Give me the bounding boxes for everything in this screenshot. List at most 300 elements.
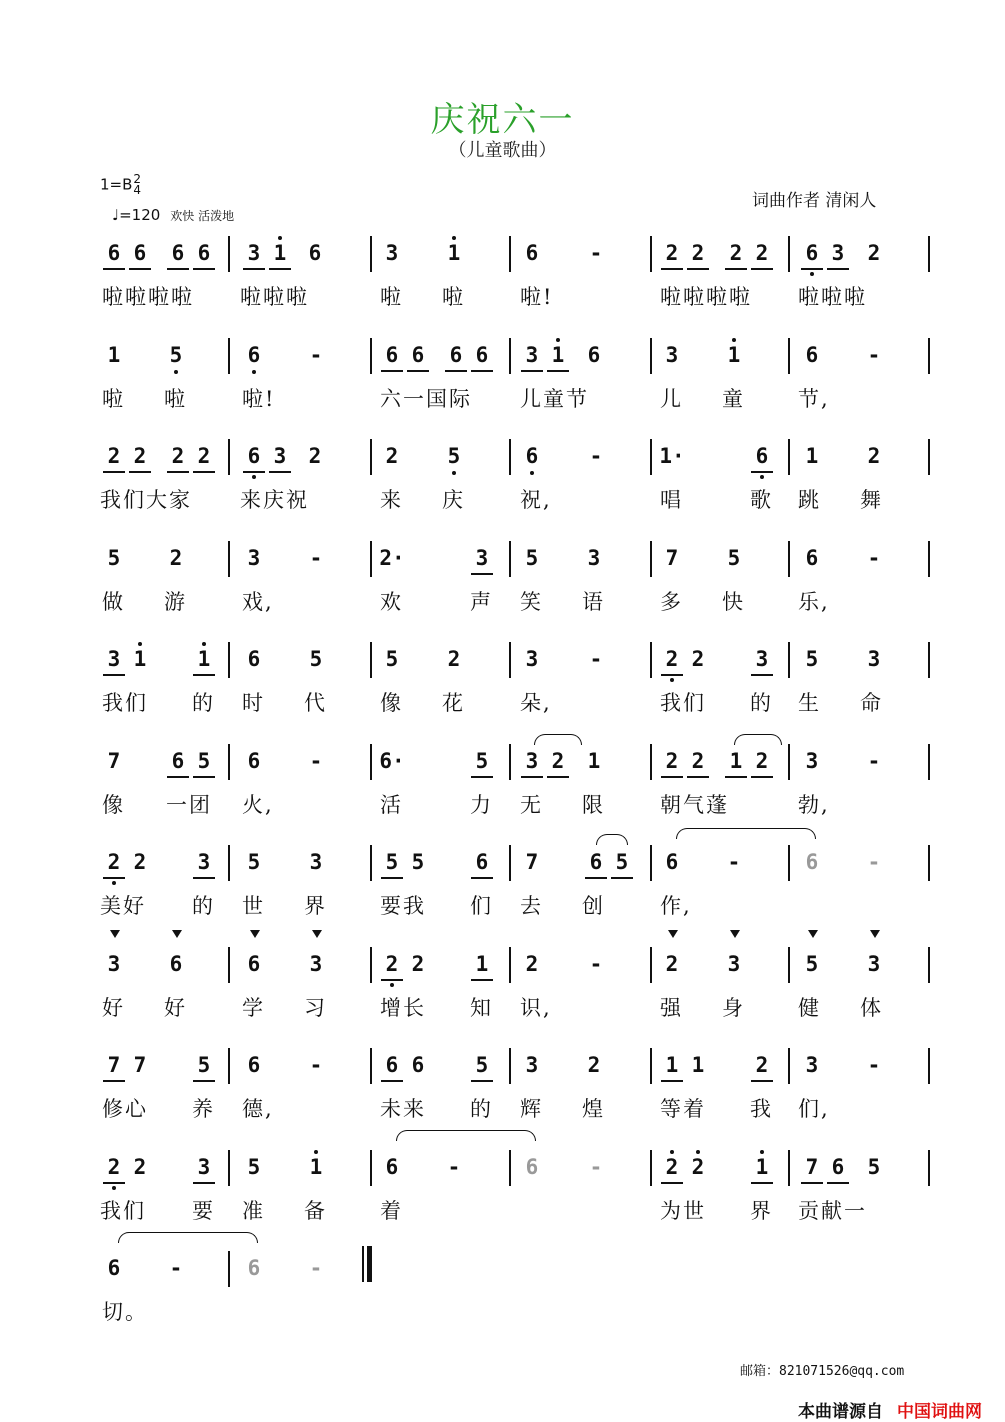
note: 1	[721, 342, 747, 368]
note: 2	[723, 240, 749, 266]
lyric: 代	[304, 691, 325, 715]
lyric: 未来	[380, 1097, 426, 1121]
sustain-dash: -	[309, 749, 323, 773]
note: 2	[685, 748, 711, 774]
lyric: 煌	[582, 1097, 603, 1121]
lyric: 要	[192, 1199, 213, 1223]
lyric: 唱	[660, 488, 681, 512]
lyric: 的	[192, 691, 213, 715]
note: 6	[165, 748, 191, 774]
lyric: 朵,	[520, 691, 552, 715]
lyric: 好	[164, 996, 185, 1020]
barline	[650, 439, 652, 475]
barline	[370, 439, 372, 475]
octave-dot	[202, 642, 206, 646]
tie	[596, 834, 628, 845]
accent-mark-icon	[870, 930, 880, 938]
note: 6	[169, 952, 183, 976]
lyric: 界	[750, 1199, 771, 1223]
note: 3	[805, 749, 819, 773]
note: 3	[469, 545, 495, 571]
lyric: 养	[192, 1097, 213, 1121]
time-den: 4	[133, 183, 142, 197]
lyric: 无	[520, 793, 541, 817]
lyric: 啦	[380, 285, 401, 309]
note: 2	[101, 1154, 127, 1180]
accent-mark-icon	[110, 930, 120, 938]
note: 3	[525, 647, 539, 671]
lyric: 力	[470, 793, 491, 817]
note: 1	[267, 240, 293, 266]
note: 6	[379, 1052, 405, 1078]
barline	[228, 947, 230, 983]
lyric: 我们	[102, 691, 148, 715]
brand-logo: 中国词曲网	[897, 1402, 982, 1422]
barline	[228, 642, 230, 678]
tempo-mark	[112, 206, 234, 224]
barline	[650, 1150, 652, 1186]
barline	[788, 236, 790, 272]
note: 5	[385, 647, 399, 671]
barline	[228, 541, 230, 577]
barline	[788, 947, 790, 983]
octave-dot	[810, 272, 814, 276]
lyric: 做	[102, 590, 123, 614]
note: 2	[685, 1154, 711, 1180]
key-signature	[100, 174, 141, 196]
sustain-dash: -	[589, 444, 603, 468]
note: 5	[379, 849, 405, 875]
note: 6	[405, 342, 431, 368]
barline	[370, 1048, 372, 1084]
note: 5	[727, 546, 741, 570]
accent-mark-icon	[730, 930, 740, 938]
lyric: 切。	[102, 1300, 148, 1324]
octave-dot	[452, 471, 456, 475]
lyric: 我	[750, 1097, 771, 1121]
note: 6	[165, 240, 191, 266]
note: 6	[749, 443, 775, 469]
octave-dot	[314, 1150, 318, 1154]
barline	[788, 744, 790, 780]
lyric: 要我	[380, 894, 426, 918]
note: 2	[379, 951, 405, 977]
note: 3	[241, 240, 267, 266]
note: 5	[163, 342, 189, 368]
note: 3	[825, 240, 851, 266]
lyric: 啦啦啦啦	[102, 285, 194, 309]
lyric: 们,	[798, 1097, 830, 1121]
note: 1	[127, 646, 153, 672]
note: 2	[191, 443, 217, 469]
note: 2	[385, 444, 399, 468]
lyric: 儿童节	[520, 387, 589, 411]
note: 1	[441, 240, 467, 266]
note: 6	[247, 647, 261, 671]
lyric: 朝气蓬	[660, 793, 729, 817]
lyric: 啦啦啦	[240, 285, 309, 309]
note: 5	[609, 849, 635, 875]
note: 3	[309, 952, 323, 976]
note: 2	[659, 1154, 685, 1180]
sustain-dash: -	[867, 850, 881, 874]
note: 1	[805, 444, 819, 468]
note: 2	[659, 748, 685, 774]
sustain-dash: -	[589, 241, 603, 265]
lyric: 语	[582, 590, 603, 614]
barline	[228, 236, 230, 272]
note: 6	[525, 241, 539, 265]
lyric: 美好	[100, 894, 146, 918]
composer-credit: 词曲作者 清闲人	[752, 191, 877, 211]
barline	[788, 1150, 790, 1186]
octave-dot	[112, 1186, 116, 1190]
tempo-expression: 欢快 活泼地	[170, 209, 235, 223]
barline	[228, 845, 230, 881]
note: 6	[799, 240, 825, 266]
lyric: 啦	[442, 285, 463, 309]
barline	[650, 947, 652, 983]
note: 6	[241, 342, 267, 368]
barline	[788, 1048, 790, 1084]
note: 2	[749, 1052, 775, 1078]
accent-mark-icon	[172, 930, 182, 938]
octave-dot	[556, 338, 560, 342]
note: 2	[691, 647, 705, 671]
note: 5	[469, 1052, 495, 1078]
note: 2	[127, 443, 153, 469]
barline	[509, 439, 511, 475]
octave-dot	[252, 475, 256, 479]
note: 6	[805, 546, 819, 570]
lyric: 跳	[798, 488, 819, 512]
sustain-dash: -	[589, 1155, 603, 1179]
sustain-dash: -	[169, 1256, 183, 1280]
note: 6	[443, 342, 469, 368]
note: 2	[447, 647, 461, 671]
lyric: 习	[304, 996, 325, 1020]
quarter-note-icon: ♩	[112, 206, 120, 224]
note: 1	[545, 342, 571, 368]
note: 5	[805, 647, 819, 671]
note: 6	[385, 1155, 399, 1179]
sustain-dash: -	[309, 546, 323, 570]
barline	[650, 642, 652, 678]
lyric: 的	[470, 1097, 491, 1121]
note: 2	[587, 1053, 601, 1077]
octave-dot	[112, 881, 116, 885]
note: 1	[723, 748, 749, 774]
barline	[370, 744, 372, 780]
note: 3	[385, 241, 399, 265]
barline	[228, 1150, 230, 1186]
note: 3	[267, 443, 293, 469]
note: 7	[665, 546, 679, 570]
note: 1	[749, 1154, 775, 1180]
barline	[788, 338, 790, 374]
note: 3	[247, 546, 261, 570]
lyric: 世	[242, 894, 263, 918]
lyric: 备	[304, 1199, 325, 1223]
note: 3	[519, 342, 545, 368]
note: 6	[665, 850, 679, 874]
barline	[509, 1048, 511, 1084]
note: 6	[247, 749, 261, 773]
sustain-dash: -	[589, 647, 603, 671]
note: 2	[133, 1155, 147, 1179]
barline	[928, 439, 930, 475]
octave-dot	[138, 642, 142, 646]
lyric: 火,	[242, 793, 274, 817]
lyric: 快	[722, 590, 743, 614]
lyric: 身	[722, 996, 743, 1020]
lyric: 歌	[750, 488, 771, 512]
barline	[928, 947, 930, 983]
octave-dot	[760, 475, 764, 479]
barline	[928, 541, 930, 577]
barline	[928, 1048, 930, 1084]
tie	[534, 734, 582, 745]
note: 2	[165, 443, 191, 469]
tie	[676, 828, 816, 839]
barline	[509, 642, 511, 678]
lyric: 声	[470, 590, 491, 614]
lyric: 强	[660, 996, 681, 1020]
note: 2	[545, 748, 571, 774]
lyric: 健	[798, 996, 819, 1020]
note: 3	[101, 646, 127, 672]
barline	[370, 338, 372, 374]
accent-mark-icon	[668, 930, 678, 938]
note: 6	[411, 1053, 425, 1077]
lyric: 生	[798, 691, 819, 715]
note: 5	[469, 748, 495, 774]
note: 6	[379, 342, 405, 368]
note: 2	[659, 240, 685, 266]
barline	[788, 439, 790, 475]
lyric: 好	[102, 996, 123, 1020]
note: 7	[525, 850, 539, 874]
note: 5	[247, 1155, 261, 1179]
barline	[650, 338, 652, 374]
note: 5	[525, 546, 539, 570]
sustain-dash: -	[447, 1155, 461, 1179]
barline	[228, 439, 230, 475]
note: 2	[867, 444, 881, 468]
barline	[509, 845, 511, 881]
barline	[650, 1048, 652, 1084]
lyric: 舞	[860, 488, 881, 512]
lyric: 啦	[102, 387, 123, 411]
barline	[788, 541, 790, 577]
lyric: 辉	[520, 1097, 541, 1121]
lyric: 命	[860, 691, 881, 715]
lyric: 游	[164, 590, 185, 614]
octave-dot	[278, 236, 282, 240]
lyric: 勃,	[798, 793, 830, 817]
lyric: 准	[242, 1199, 263, 1223]
tempo-value: =120	[119, 206, 161, 224]
source-credit: 本曲谱源自 中国词曲网	[798, 1402, 982, 1422]
lyric: 一团	[166, 793, 212, 817]
tie	[118, 1232, 258, 1243]
lyric: 界	[304, 894, 325, 918]
accent-mark-icon	[250, 930, 260, 938]
lyric: 儿	[660, 387, 681, 411]
lyric: 知	[470, 996, 491, 1020]
sustain-dash: -	[867, 749, 881, 773]
sustain-dash: -	[589, 952, 603, 976]
note: 2	[411, 952, 425, 976]
sustain-dash: -	[309, 343, 323, 367]
lyric: 祝,	[520, 488, 552, 512]
lyric: 啦啦啦啦	[660, 285, 752, 309]
note: 1	[107, 343, 121, 367]
note: 1	[303, 1154, 329, 1180]
note: 6	[247, 1053, 261, 1077]
lyric: 像	[102, 793, 123, 817]
note: 2	[101, 443, 127, 469]
note: 1	[659, 1052, 685, 1078]
note: 1	[469, 951, 495, 977]
note: 6	[247, 952, 261, 976]
note: 6·	[379, 749, 405, 773]
note: 2·	[379, 546, 405, 570]
lyric: 限	[582, 793, 603, 817]
note: 6	[587, 343, 601, 367]
note: 3	[727, 952, 741, 976]
barline	[228, 1048, 230, 1084]
barline	[509, 744, 511, 780]
barline	[370, 947, 372, 983]
lyric: 识,	[520, 996, 552, 1020]
lyric: 们	[470, 894, 491, 918]
note: 6	[247, 1256, 261, 1280]
sustain-dash: -	[727, 850, 741, 874]
barline	[509, 338, 511, 374]
lyric: 修心	[102, 1097, 148, 1121]
note: 1	[691, 1053, 705, 1077]
barline	[509, 236, 511, 272]
octave-dot	[530, 471, 534, 475]
lyric: 创	[582, 894, 603, 918]
final-barline-thick	[367, 1246, 372, 1282]
barline	[370, 541, 372, 577]
lyric: 啦!	[520, 285, 554, 309]
note: 7	[799, 1154, 825, 1180]
song-title: 庆祝六一	[430, 100, 575, 140]
sustain-dash: -	[309, 1053, 323, 1077]
lyric: 六一国际	[380, 387, 472, 411]
note: 2	[749, 748, 775, 774]
barline	[928, 845, 930, 881]
note: 1	[587, 749, 601, 773]
octave-dot	[696, 1150, 700, 1154]
note: 6	[127, 240, 153, 266]
barline	[370, 1150, 372, 1186]
note: 6	[469, 342, 495, 368]
sustain-dash: -	[309, 1256, 323, 1280]
lyric: 作,	[660, 894, 692, 918]
note: 2	[525, 952, 539, 976]
barline	[370, 845, 372, 881]
sustain-dash: -	[867, 343, 881, 367]
note: 6	[805, 343, 819, 367]
lyric: 的	[192, 894, 213, 918]
note: 5	[247, 850, 261, 874]
note: 5	[411, 850, 425, 874]
accent-mark-icon	[808, 930, 818, 938]
note: 3	[107, 952, 121, 976]
lyric: 节,	[798, 387, 830, 411]
barline	[650, 744, 652, 780]
barline	[370, 236, 372, 272]
barline	[650, 845, 652, 881]
note: 6	[107, 1256, 121, 1280]
note: 2	[749, 240, 775, 266]
lyric: 等着	[660, 1097, 706, 1121]
accent-mark-icon	[312, 930, 322, 938]
barline	[509, 541, 511, 577]
lyric: 学	[242, 996, 263, 1020]
note: 2	[169, 546, 183, 570]
barline	[509, 947, 511, 983]
octave-dot	[174, 370, 178, 374]
barline	[928, 642, 930, 678]
lyric: 我们	[100, 1199, 146, 1223]
octave-dot	[390, 983, 394, 987]
note: 5	[191, 1052, 217, 1078]
note: 7	[133, 1053, 147, 1077]
sustain-dash: -	[867, 546, 881, 570]
lyric: 像	[380, 691, 401, 715]
barline	[928, 1150, 930, 1186]
note: 6	[469, 849, 495, 875]
note: 3	[867, 647, 881, 671]
tie	[396, 1130, 536, 1141]
note: 5	[107, 546, 121, 570]
lyric: 德,	[242, 1097, 274, 1121]
lyric: 着	[380, 1199, 401, 1223]
note: 7	[107, 749, 121, 773]
note: 2	[685, 240, 711, 266]
lyric: 花	[442, 691, 463, 715]
note: 3	[665, 343, 679, 367]
note: 6	[308, 241, 322, 265]
sustain-dash: -	[867, 1053, 881, 1077]
lyric: 贡献一	[798, 1199, 867, 1223]
lyric: 欢	[380, 590, 401, 614]
note: 6	[191, 240, 217, 266]
lyric: 戏,	[242, 590, 274, 614]
note: 3	[805, 1053, 819, 1077]
note: 6	[241, 443, 267, 469]
note: 3	[525, 1053, 539, 1077]
note: 3	[867, 952, 881, 976]
lyric: 我们大家	[100, 488, 192, 512]
octave-dot	[670, 1150, 674, 1154]
barline	[788, 642, 790, 678]
lyric: 啦	[164, 387, 185, 411]
barline	[228, 338, 230, 374]
note: 3	[749, 646, 775, 672]
octave-dot	[732, 338, 736, 342]
octave-dot	[760, 1150, 764, 1154]
note: 1·	[659, 444, 685, 468]
note: 6	[825, 1154, 851, 1180]
note: 6	[101, 240, 127, 266]
tie	[734, 734, 782, 745]
